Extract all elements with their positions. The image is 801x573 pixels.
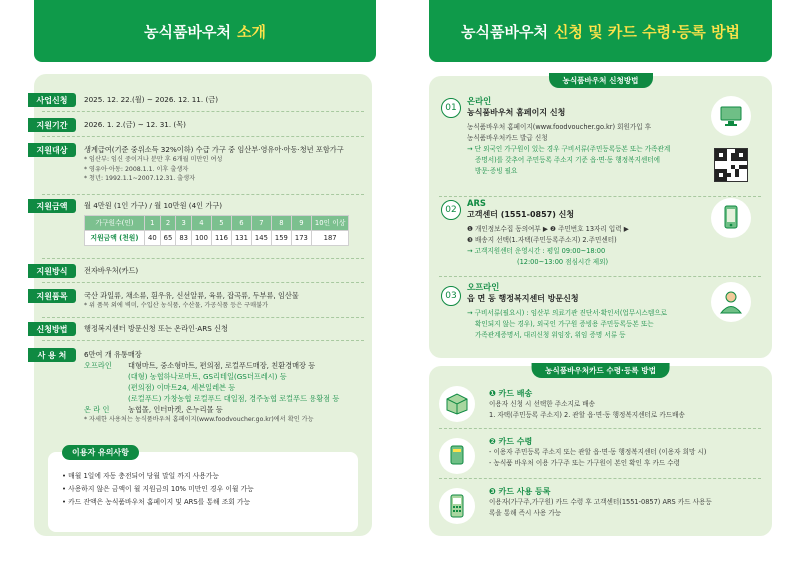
target-note: * 임산부: 임신 중이거나 분만 후 6개월 미만인 여성 xyxy=(84,156,223,163)
method-number: 03 xyxy=(441,286,461,306)
target-value: 생계급여(기준 중위소득 32%이하) 수급 가구 중 임산부·영유아·아동·청년 포함가구 xyxy=(84,145,344,154)
card-delivery-line: 이용자 신청 시 선택한 주소지로 배송 xyxy=(489,400,596,408)
divider xyxy=(42,282,364,283)
table-head-cell: 8 xyxy=(271,216,291,231)
apply-label: 신청방법 xyxy=(28,322,76,336)
card-register-line: 이용자(가구주,가구원) 카드 수령 후 고객센터(1551-0857) ARS 카드 사용등 xyxy=(489,498,712,506)
usage-content xyxy=(84,349,339,425)
table-cell: 116 xyxy=(211,231,231,246)
offline-spacer xyxy=(84,371,124,382)
usage-note: * 자세한 사용처는 농식품바우처 홈페이지(www.foodvoucher.go.kr)에서 확인 가능 xyxy=(84,416,314,423)
target-note: * 청년: 1992.1.1~2007.12.31. 출생자 xyxy=(84,175,196,182)
card-register-title: ❸ 카드 사용 등록 xyxy=(489,487,551,496)
amount-table-row xyxy=(85,231,349,246)
ars-hours-note: (12:00~13:00 점심시간 제외) xyxy=(517,258,609,266)
card-register xyxy=(489,486,764,519)
offline-type: 오프라인 xyxy=(467,282,500,292)
target-label: 지원대상 xyxy=(28,143,76,157)
offline-item: 대형마트, 중소형마트, 편의점, 로컬푸드매장, 친환경매장 등 xyxy=(128,361,316,370)
ars-step: ❶ 개인정보수집 동의여부 ▶ ❷ 주민번호 13자리 입력 ▶ xyxy=(467,225,629,233)
method-value: 전자바우처(카드) xyxy=(84,266,139,275)
intro-header-brand: 농식품바우처 xyxy=(144,22,231,41)
card-delivery-title: ❶ 카드 배송 xyxy=(489,389,533,398)
offline-note: 확인되지 않는 경우), 외국인 가구원 증빙용 주민등록등본 또는 xyxy=(475,320,654,328)
table-head-cell: 1 xyxy=(145,216,161,231)
table-cell: 173 xyxy=(291,231,311,246)
items-row xyxy=(34,290,299,311)
card-receive-line: - 이용자 주민등록 주소지 또는 관할 읍·면·동 행정복지센터 (이용자 희망 시) xyxy=(489,448,707,456)
target-note: * 영유아·아동: 2008.1.1. 이후 출생자 xyxy=(84,165,189,173)
offline-item: (편의점) 이마트24, 세븐일레븐 등 xyxy=(128,383,236,392)
person-icon xyxy=(711,282,751,322)
intro-header-title: 소개 xyxy=(236,22,266,41)
offline-line xyxy=(84,360,339,371)
items-note: * 위 품목 외에 벽미, 수입산 농식품, 수산물, 가공식품 등은 구매불가 xyxy=(84,302,269,309)
table-cell: 65 xyxy=(160,231,176,246)
caution-item: • 카드 잔액은 농식품바우처 홈페이지 및 ARS를 통해 조회 가능 xyxy=(62,496,254,509)
divider xyxy=(42,194,364,195)
offline-line xyxy=(84,382,339,393)
divider xyxy=(42,340,364,341)
items-value: 국산 과일류, 채소류, 흰우유, 신선알류, 육류, 잡곡류, 두부류, 임산물 xyxy=(84,291,299,300)
online-line xyxy=(84,404,339,415)
amount-content xyxy=(84,200,349,246)
divider xyxy=(439,478,761,479)
amount-table-head xyxy=(85,216,349,231)
table-head-cell: 9 xyxy=(291,216,311,231)
card-delivery-line: 1. 자택(주민등록 주소지) 2. 관할 읍·면·동 행정복지센터로 카드배송 xyxy=(489,411,685,419)
offline-line xyxy=(84,371,339,382)
offline-line xyxy=(84,393,339,404)
online-method xyxy=(467,96,707,177)
card-methods-pill: 농식품바우처카드 수령·등록 방법 xyxy=(531,363,670,378)
caution-list xyxy=(62,470,254,509)
apply-methods-panel xyxy=(429,76,772,358)
items-content xyxy=(84,290,299,311)
amount-row xyxy=(34,200,349,246)
table-cell: 145 xyxy=(251,231,271,246)
support-period-row xyxy=(34,119,186,132)
caution-item: • 매월 1일에 자동 충전되어 당월 말일 까지 사용가능 xyxy=(62,470,254,483)
divider xyxy=(42,317,364,318)
usage-row xyxy=(34,349,339,425)
offline-method xyxy=(467,282,717,341)
divider xyxy=(42,258,364,259)
online-line: 농식품바우처카드 발급 신청 xyxy=(467,134,548,142)
intro-panel xyxy=(34,74,372,536)
offline-item: (로컬푸드) 가창농협 로컬푸드 대일점, 경주농협 로컬푸드 용황점 등 xyxy=(128,394,340,403)
table-cell: 187 xyxy=(311,231,349,246)
caution-title: 이용자 유의사항 xyxy=(62,445,139,460)
online-item: 농협몰, 인터마켓, 온누리몰 등 xyxy=(128,405,223,414)
apply-row xyxy=(34,323,228,336)
online-title: 농식품바우처 홈페이지 신청 xyxy=(467,108,566,117)
card-hand-icon xyxy=(439,438,475,474)
table-cell: 100 xyxy=(191,231,211,246)
table-head-cell: 5 xyxy=(211,216,231,231)
table-head-cell: 2 xyxy=(160,216,176,231)
table-head-cell: 3 xyxy=(176,216,192,231)
usage-label: 사 용 처 xyxy=(28,348,76,362)
offline-note: 가족관계증명서, 대리신청 위임장, 위임 증명 서류 등 xyxy=(475,331,626,339)
table-head-label: 가구원수(인) xyxy=(85,216,145,231)
caution-item: • 사용하지 않은 금액이 월 지원금의 10% 미만인 경우 이월 가능 xyxy=(62,483,254,496)
apply-header-brand: 농식품바우처 xyxy=(461,22,548,41)
apply-methods-pill: 농식품바우처 신청방법 xyxy=(549,73,653,88)
card-receive xyxy=(489,436,764,469)
package-icon xyxy=(439,386,475,422)
apply-header-title: 신청 및 카드 수령·등록 방법 xyxy=(553,22,740,41)
offline-note: → 구비서류(필요시) : 임산부 의료기관 진단서·확인서(업무시스템으로 xyxy=(467,309,668,317)
method-label: 지원방식 xyxy=(28,264,76,278)
target-content xyxy=(84,144,344,184)
computer-icon xyxy=(711,96,751,136)
ars-hours: → 고객지원센터 운영시간 : 평일 09:00~18:00 xyxy=(467,247,606,255)
offline-spacer xyxy=(84,393,124,404)
method-number: 01 xyxy=(441,98,461,118)
table-head-cell: 7 xyxy=(251,216,271,231)
table-row-label: 지원금액 (천원) xyxy=(85,231,145,246)
divider xyxy=(439,428,761,429)
table-head-cell: 6 xyxy=(231,216,251,231)
table-cell: 83 xyxy=(176,231,192,246)
caution-box xyxy=(48,448,358,532)
offline-key: 오프라인 xyxy=(84,361,112,370)
offline-spacer xyxy=(84,382,124,393)
table-cell: 40 xyxy=(145,231,161,246)
ars-type: ARS xyxy=(467,198,486,208)
online-key: 온 라 인 xyxy=(84,405,110,414)
ars-step: ❸ 배송지 선택(1.자택(주민등록주소지) 2.주민센터) xyxy=(467,236,617,244)
support-period-value: 2026. 1. 2.(금) ~ 12. 31. (목) xyxy=(84,120,186,129)
online-note: 방문·증빙 필요 xyxy=(475,167,518,175)
amount-value: 월 4만원 (1인 가구) / 월 10만원 (4인 가구) xyxy=(84,201,223,210)
table-cell: 131 xyxy=(231,231,251,246)
period-value: 2025. 12. 22.(월) ~ 2026. 12. 11. (금) xyxy=(84,95,218,104)
register-phone-icon xyxy=(439,488,475,524)
card-methods-panel xyxy=(429,366,772,536)
method-number: 02 xyxy=(441,200,461,220)
divider xyxy=(42,136,364,137)
offline-item: (대형) 농협하나로마트, GS리테일(GS더프레시) 등 xyxy=(128,372,287,381)
usage-value: 6만여 개 유통매장 xyxy=(84,350,142,359)
divider xyxy=(439,196,761,197)
online-note: 증명서)를 갖추어 주민등록 주소지 기준 읍·면·동 행정복지센터에 xyxy=(475,156,660,164)
table-cell: 159 xyxy=(271,231,291,246)
period-row xyxy=(34,94,218,107)
card-delivery xyxy=(489,388,759,421)
online-line: 농식품바우처 홈페이지(www.foodvoucher.go.kr) 회원가입 후 xyxy=(467,123,652,131)
apply-header xyxy=(429,0,772,62)
method-row xyxy=(34,265,138,278)
period-label: 사업신청 xyxy=(28,93,76,107)
online-note: → 단 외국인 가구원이 있는 경우 구비서류(주민등록등본 또는 가족관계 xyxy=(467,145,671,153)
card-receive-title: ❷ 카드 수령 xyxy=(489,437,533,446)
card-register-line: 록을 통해 즉시 사용 가능 xyxy=(489,509,562,517)
target-row xyxy=(34,144,344,184)
qr-code-icon xyxy=(714,148,748,182)
apply-value: 행정복지센터 방문신청 또는 온라인·ARS 신청 xyxy=(84,324,228,333)
amount-label: 지원금액 xyxy=(28,199,76,213)
items-label: 지원품목 xyxy=(28,289,76,303)
amount-table xyxy=(84,215,349,246)
intro-header xyxy=(34,0,376,62)
ars-method xyxy=(467,198,707,268)
online-type: 온라인 xyxy=(467,96,492,106)
ars-title: 고객센터 (1551-0857) 신청 xyxy=(467,210,575,219)
table-head-cell: 4 xyxy=(191,216,211,231)
divider xyxy=(439,276,761,277)
table-head-cell: 10인 이상 xyxy=(311,216,349,231)
divider xyxy=(42,111,364,112)
phone-icon xyxy=(711,198,751,238)
support-period-label: 지원기간 xyxy=(28,118,76,132)
offline-title: 읍 면 동 행정복지센터 방문신청 xyxy=(467,294,579,303)
card-receive-line: - 농식품 바우처 이용 가구주 또는 가구원이 본인 확인 후 카드 수령 xyxy=(489,459,681,467)
